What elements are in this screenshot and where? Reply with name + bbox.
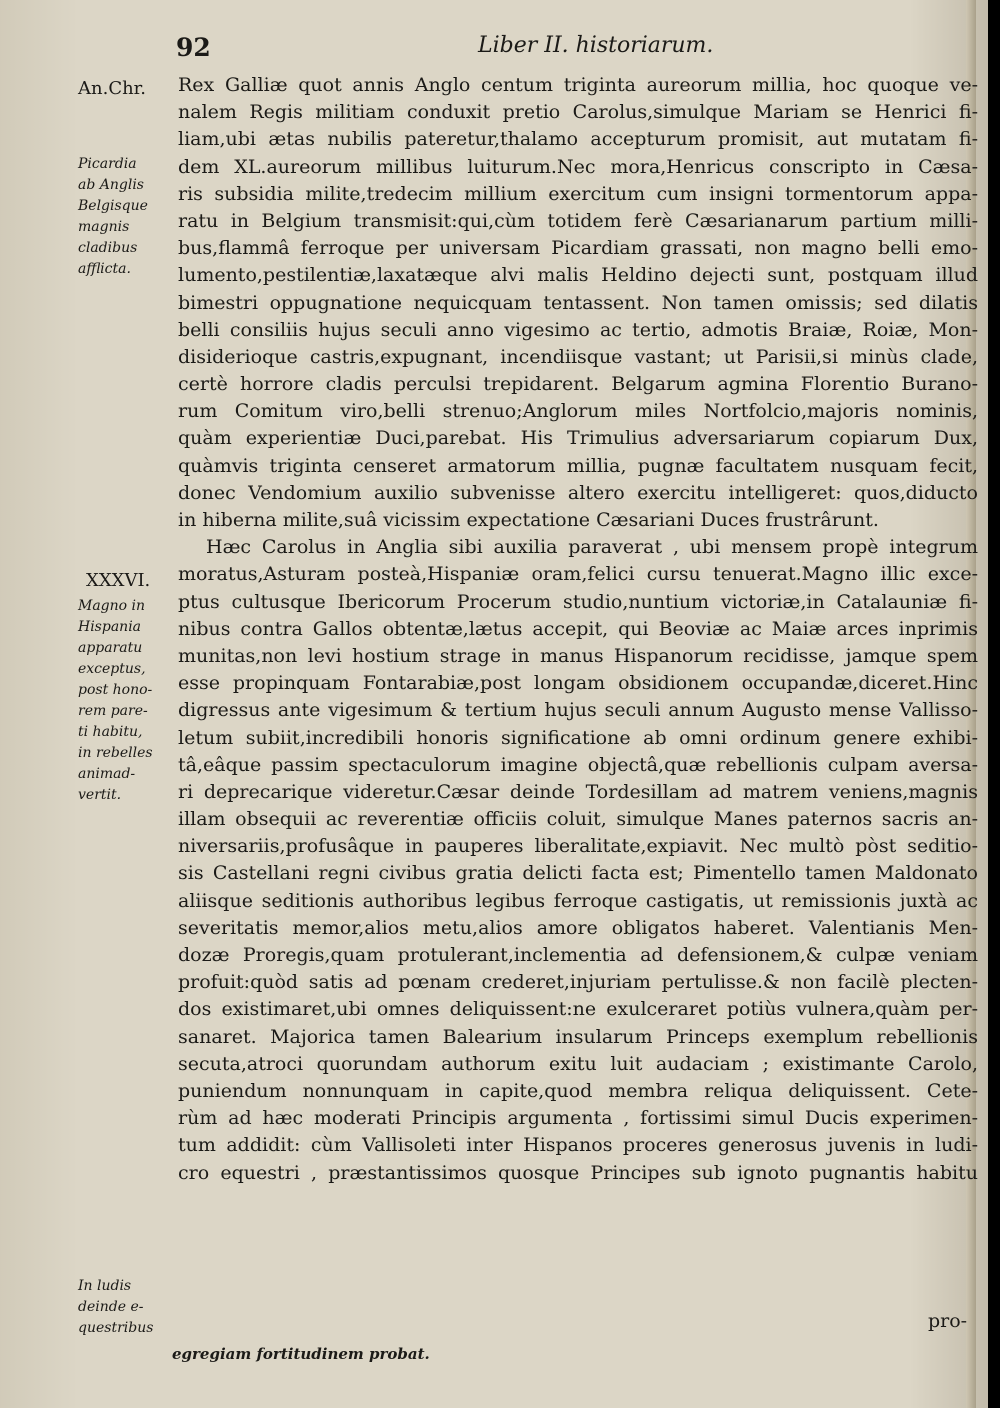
text-line: bimestri oppugnatione nequicquam tentassent. Non tamen omissis; sed dilatis: [178, 291, 978, 314]
margin-note-line: Picardia: [78, 156, 137, 172]
margin-note-line: exceptus,: [78, 661, 146, 677]
text-line: secuta,atroci quorundam authorum exitu luit audaciam ; existimante Carolo,: [178, 1052, 978, 1075]
text-line: belli consiliis hujus seculi anno vigesimo ac tertio, admotis Braiæ, Roiæ, Mon-: [178, 318, 978, 341]
text-line: profuit:quòd satis ad pœnam crederet,injuriam pertulisse.& non facilè plecten-: [178, 971, 978, 994]
text-line: puniendum nonnunquam in capite,quod membra reliqua deliquissent. Cete-: [178, 1079, 978, 1102]
bottom-margin-note: egregiam fortitudinem probat.: [172, 1345, 430, 1363]
scan-border: [988, 0, 1000, 1408]
text-line: severitatis memor,alios metu,alios amore obligatos haberet. Valentianis Men-: [178, 916, 978, 939]
text-line: nalem Regis militiam conduxit pretio Carolus,simulque Mariam se Henrici fi-: [178, 101, 978, 124]
margin-note-line: Belgisque: [78, 198, 148, 214]
margin-note-line: Hispania: [78, 619, 142, 635]
text-line: lumento,pestilentiæ,laxatæque alvi malis Heldino dejecti sunt, postquam illud: [178, 264, 978, 287]
margin-note-ludis: [78, 1276, 170, 1339]
text-line: dos existimaret,ubi omnes deliquissent:ne exulceraret potiùs vulnera,quàm per-: [178, 998, 978, 1021]
margin-note-line: post hono-: [78, 682, 153, 698]
text-line: quàmvis triginta censeret armatorum millia, pugnæ facultatem nusquam fecit,: [178, 454, 978, 477]
text-line: esse propinquam Fontarabiæ,post longam obsidionem occupandæ,diceret.Hinc: [178, 672, 978, 695]
margin-note-line: questribus: [78, 1320, 154, 1336]
text-line: liam,ubi ætas nubilis pateretur,thalamo accepturum promisit, aut mutatam fi-: [178, 128, 978, 151]
text-line: cro equestri , præstantissimos quosque Principes sub ignoto pugnantis habitu: [178, 1161, 978, 1184]
text-line: tâ,eâque passim spectaculorum imagine objectâ,quæ rebellionis culpam aversa-: [178, 753, 978, 776]
margin-note-line: In ludis: [78, 1278, 132, 1294]
text-line: ris subsidia milite,tredecim millium exercitum cum insigni tormentorum appa-: [178, 182, 978, 205]
margin-note-line: rem pare-: [78, 703, 148, 719]
margin-note-line: Magno in: [78, 598, 146, 614]
margin-note-line: apparatu: [78, 640, 143, 656]
page-number: 92: [176, 33, 211, 62]
margin-note-line: afflicta.: [78, 261, 131, 277]
text-line: illam obsequii ac reverentiæ officiis coluit, simulque Manes paternos sacris an-: [178, 808, 978, 831]
text-line: ratu in Belgium transmisit:qui,cùm totidem ferè Cæsarianarum partium milli-: [178, 209, 978, 232]
text-line: aliisque seditionis authoribus legibus ferroque castigatis, ut remissionis juxtà ac: [178, 889, 978, 912]
text-line: rum Comitum viro,belli strenuo;Anglorum miles Nortfolcio,majoris nominis,: [178, 400, 978, 423]
text-line: sanaret. Majorica tamen Balearium insularum Princeps exemplum rebellionis: [178, 1025, 978, 1048]
body-text: [178, 72, 978, 1187]
text-line: moratus,Asturam posteà,Hispaniæ oram,felici cursu tenuerat.Magno illic exce-: [178, 563, 978, 586]
text-line: sis Castellani regni civibus gratia delicti facta est; Pimentello tamen Maldonato: [178, 862, 978, 885]
catchword: pro-: [928, 1310, 968, 1332]
margin-note-picardia: [78, 154, 170, 280]
margin-note-line: vertit.: [78, 787, 122, 803]
text-line: in hiberna milite,suâ vicissim expectatione Cæsariani Duces frustrârunt.: [178, 509, 879, 531]
margin-note-line: in rebelles: [78, 745, 153, 761]
margin-note-hispania: [78, 596, 170, 806]
running-title: Liber II. historiarum.: [478, 33, 714, 58]
text-line: munitas,non levi hostium strage in manus Hispanorum recidisse, jamque spem: [178, 644, 978, 667]
text-line: quàm experientiæ Duci,parebat. His Trimulius adversariarum copiarum Dux,: [178, 427, 978, 450]
text-line: certè horrore cladis perculsi trepidarent. Belgarum agmina Florentio Burano-: [178, 373, 978, 396]
text-line: rùm ad hæc moderati Principis argumenta , fortissimi simul Ducis experimen-: [178, 1107, 978, 1130]
margin-section-number: XXXVI.: [86, 570, 151, 591]
text-line: nibus contra Gallos obtentæ,lætus accepit, qui Beoviæ ac Maiæ arces inprimis: [178, 617, 978, 640]
margin-note-line: deinde e-: [78, 1299, 144, 1315]
text-line: digressus ante vigesimum & tertium hujus seculi annum Augusto mense Vallisso-: [178, 699, 978, 722]
text-line: dozæ Proregis,quam protulerant,inclementia ad defensionem,& culpæ veniam: [178, 944, 978, 966]
text-line: dem XL.aureorum millibus luiturum.Nec mora,Henricus conscripto in Cæsa-: [178, 155, 978, 178]
text-line: niversariis,profusâque in pauperes liberalitate,expiavit. Nec multò pòst seditio-: [178, 835, 978, 858]
margin-year-label: An.Chr.: [78, 78, 147, 99]
text-line: ptus cultusque Ibericorum Procerum studio,nuntium victoriæ,in Catalauniæ fi-: [178, 590, 978, 613]
text-line: letum subiit,incredibili honoris significatione ab omni ordinum genere exhibi-: [178, 726, 978, 749]
margin-note-line: cladibus: [78, 240, 138, 256]
margin-note-line: ab Anglis: [78, 177, 144, 193]
text-line: disiderioque castris,expugnant, incendiisque vastant; ut Parisii,si minùs clade,: [178, 345, 978, 368]
text-line: Rex Galliæ quot annis Anglo centum triginta aureorum millia, hoc quoque ve-: [178, 74, 978, 96]
text-line: Hæc Carolus in Anglia sibi auxilia paraverat , ubi mensem propè integrum: [206, 536, 978, 559]
text-line: bus,flammâ ferroque per universam Picardiam grassati, non magno belli emo-: [178, 237, 978, 260]
text-line: tum addidit: cùm Vallisoleti inter Hispanos proceres generosus juvenis in ludi-: [178, 1134, 978, 1157]
margin-note-line: ti habitu,: [78, 724, 143, 740]
text-line: donec Vendomium auxilio subvenisse altero exercitu intelligeret: quos,diducto: [178, 481, 978, 504]
text-line: ri deprecarique videretur.Cæsar deinde Tordesillam ad matrem veniens,magnis: [178, 780, 978, 803]
margin-note-line: animad-: [78, 766, 136, 782]
margin-note-line: magnis: [78, 219, 130, 235]
